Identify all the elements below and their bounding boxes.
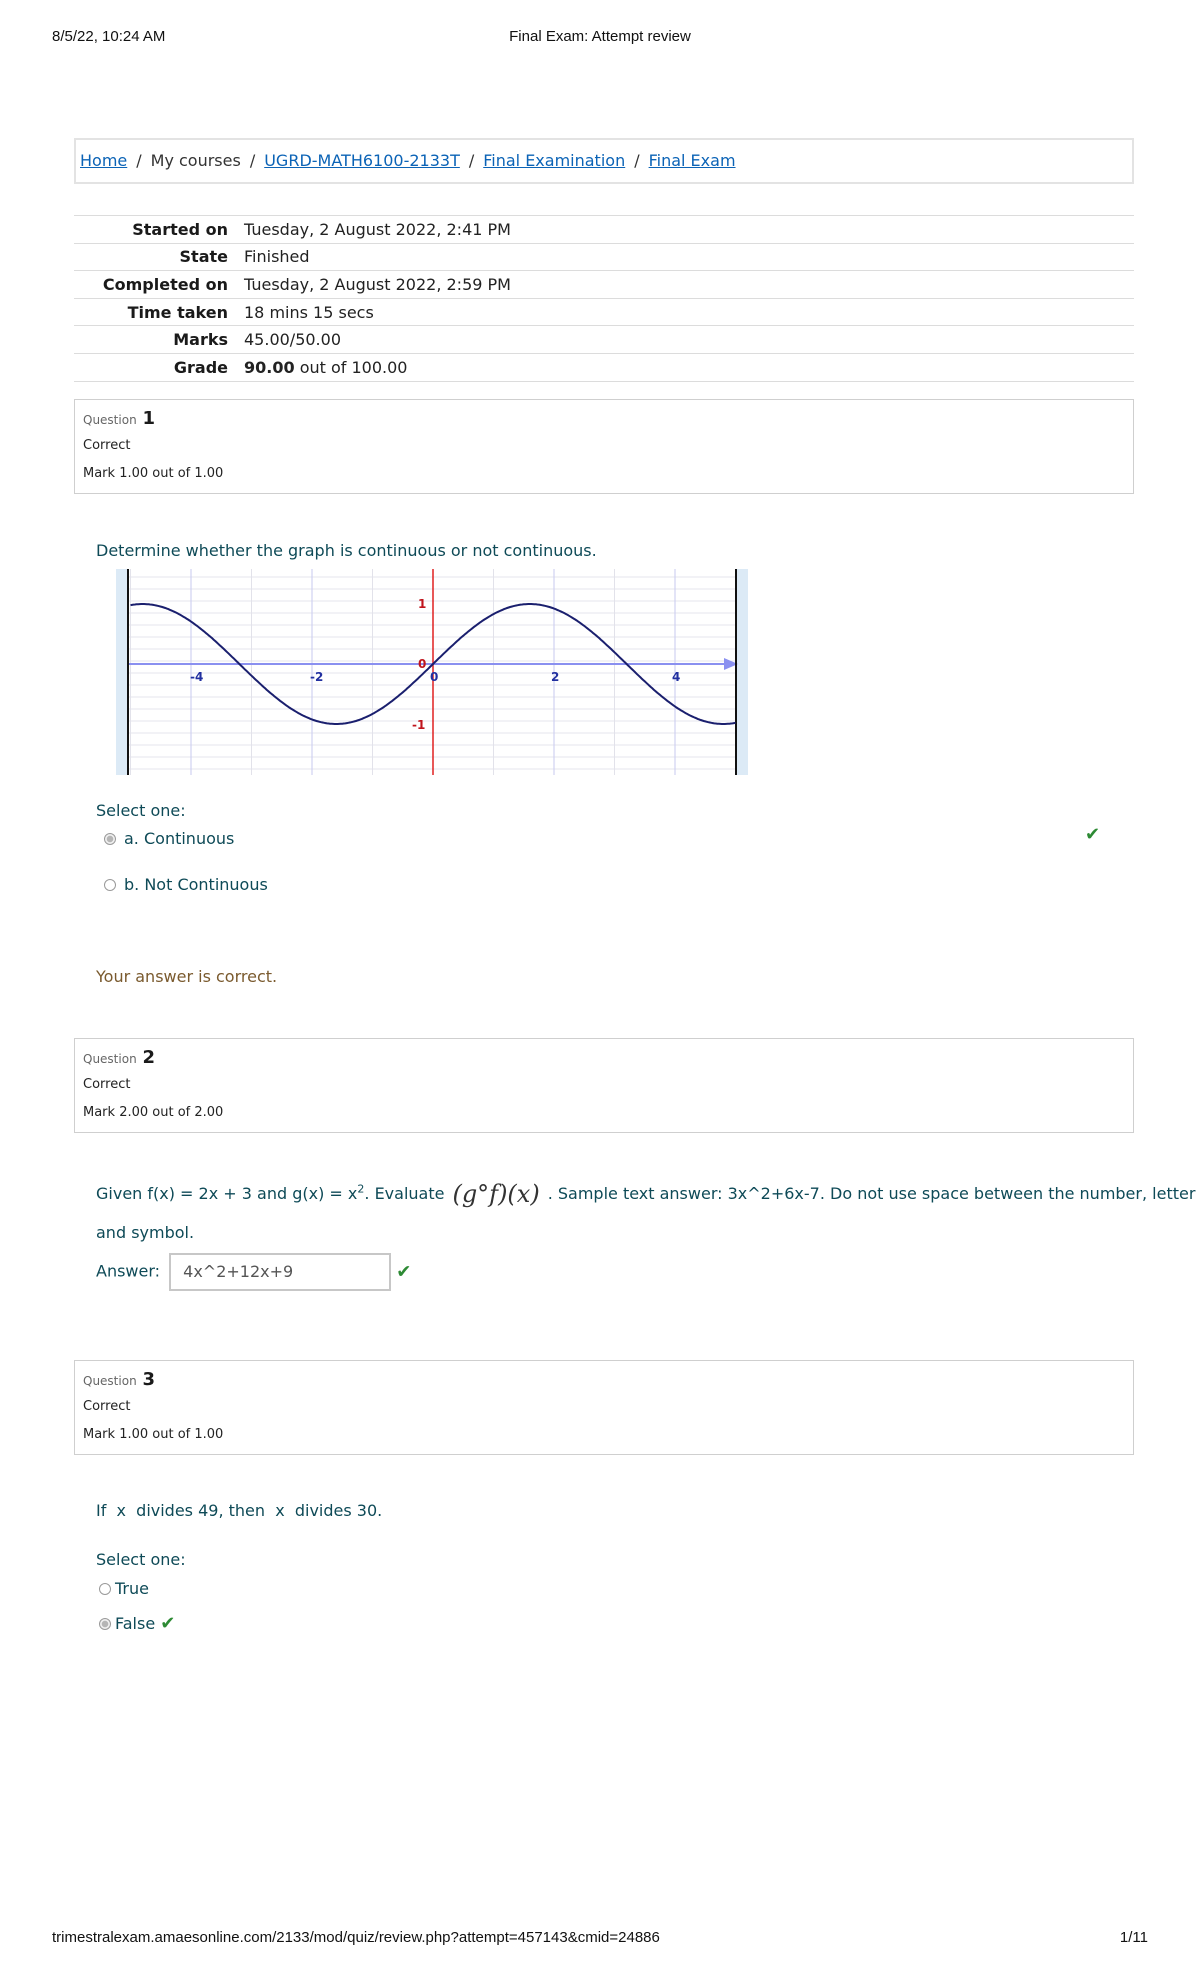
question-text-part: . Sample text answer: 3x^2+6x-7. Do not use space between the number, letter xyxy=(547,1184,1196,1203)
y-tick-label: 1 xyxy=(418,597,427,611)
breadcrumb-separator: / xyxy=(249,151,256,170)
question-2-info xyxy=(74,1038,1134,1133)
option-label: a. Continuous xyxy=(124,829,235,848)
summary-row xyxy=(74,298,1134,326)
breadcrumb-home-link[interactable]: Home xyxy=(80,151,128,170)
radio-button-selected[interactable] xyxy=(104,833,116,845)
question-mark: Mark 1.00 out of 1.00 xyxy=(83,1427,224,1442)
summary-row xyxy=(74,216,1134,244)
summary-row xyxy=(74,353,1134,381)
answer-input[interactable]: 4x^2+12x+9 xyxy=(169,1253,391,1291)
summary-value xyxy=(244,353,1134,381)
summary-label: Time taken xyxy=(74,298,244,326)
option-false[interactable] xyxy=(99,1613,175,1634)
check-icon: ✔ xyxy=(1085,824,1101,845)
question-2-text-line2: and symbol. xyxy=(96,1223,195,1242)
x-tick-label: -2 xyxy=(310,670,324,684)
x-tick-label: 0 xyxy=(430,670,439,684)
x-tick-label: -4 xyxy=(190,670,204,684)
question-3-info xyxy=(74,1360,1134,1455)
print-header xyxy=(52,28,1148,48)
question-state: Correct xyxy=(83,1399,131,1414)
question-number-value: 1 xyxy=(142,408,156,429)
grade-out-of: out of 100.00 xyxy=(299,357,408,377)
question-text-part: . Evaluate xyxy=(364,1184,445,1203)
x-tick-label: 2 xyxy=(551,670,560,684)
radio-button[interactable] xyxy=(104,879,116,891)
question-2-text xyxy=(96,1180,1195,1208)
breadcrumb-separator: / xyxy=(136,151,142,170)
question-mark: Mark 2.00 out of 2.00 xyxy=(83,1105,224,1120)
question-1-info xyxy=(74,399,1134,494)
summary-value: Tuesday, 2 August 2022, 2:41 PM xyxy=(244,216,1134,244)
answer-feedback: Your answer is correct. xyxy=(96,967,278,986)
summary-value: 18 mins 15 secs xyxy=(244,298,1134,326)
select-one-prompt: Select one: xyxy=(96,801,186,820)
question-word: Question xyxy=(83,1374,137,1388)
print-page-number: 1/11 xyxy=(1119,1929,1148,1946)
summary-value: Finished xyxy=(244,243,1134,271)
option-label: b. Not Continuous xyxy=(124,875,268,894)
math-expression: (g°f)(x) xyxy=(452,1180,540,1208)
summary-row xyxy=(74,271,1134,299)
question-3-text: If x divides 49, then x divides 30. xyxy=(96,1501,383,1520)
breadcrumb-course-link[interactable]: UGRD-MATH6100-2133T xyxy=(264,151,460,170)
question-number xyxy=(83,1369,155,1390)
question-number-value: 2 xyxy=(142,1047,156,1068)
grade-value: 90.00 xyxy=(244,357,295,377)
question-state: Correct xyxy=(83,438,131,453)
summary-value: 45.00/50.00 xyxy=(244,326,1134,354)
option-label: False xyxy=(115,1614,156,1633)
continuity-graph xyxy=(116,569,748,775)
question-state: Correct xyxy=(83,1077,131,1092)
radio-button[interactable] xyxy=(99,1583,111,1595)
summary-label: State xyxy=(74,243,244,271)
answer-row xyxy=(96,1253,411,1291)
print-footer xyxy=(52,1929,1148,1949)
question-word: Question xyxy=(83,413,137,427)
y-tick-label: -1 xyxy=(412,718,426,732)
breadcrumb-separator: / xyxy=(468,151,475,170)
option-true[interactable] xyxy=(99,1579,149,1598)
question-1-text: Determine whether the graph is continuous or not continuous. xyxy=(96,541,597,560)
question-text-part: Given f(x) = 2x + 3 and g(x) = x xyxy=(96,1184,358,1203)
option-label: True xyxy=(115,1579,149,1598)
summary-row xyxy=(74,326,1134,354)
option-a[interactable] xyxy=(104,829,234,848)
attempt-summary-table xyxy=(74,215,1134,382)
option-b[interactable] xyxy=(104,875,268,894)
question-mark: Mark 1.00 out of 1.00 xyxy=(83,466,224,481)
x-tick-label: 4 xyxy=(672,670,681,684)
print-date: 8/5/22, 10:24 AM xyxy=(52,28,166,45)
summary-value: Tuesday, 2 August 2022, 2:59 PM xyxy=(244,271,1134,299)
question-number xyxy=(83,408,155,429)
select-one-prompt: Select one: xyxy=(96,1550,186,1569)
summary-label: Marks xyxy=(74,326,244,354)
question-number xyxy=(83,1047,155,1068)
print-title: Final Exam: Attempt review xyxy=(509,28,691,45)
breadcrumb-quiz-link[interactable]: Final Exam xyxy=(648,151,736,170)
check-icon: ✔ xyxy=(396,1261,412,1283)
breadcrumb-separator: / xyxy=(634,151,640,170)
breadcrumb xyxy=(74,138,1134,184)
summary-label: Completed on xyxy=(74,271,244,299)
breadcrumb-my-courses: My courses xyxy=(150,151,241,170)
print-url: trimestralexam.amaesonline.com/2133/mod/quiz/review.php?attempt=457143&cmid=24886 xyxy=(52,1929,660,1946)
superscript: 2 xyxy=(357,1182,365,1196)
answer-label: Answer: xyxy=(96,1261,161,1281)
summary-row xyxy=(74,243,1134,271)
summary-label: Started on xyxy=(74,216,244,244)
check-icon: ✔ xyxy=(160,1613,176,1634)
breadcrumb-section-link[interactable]: Final Examination xyxy=(483,151,626,170)
question-word: Question xyxy=(83,1052,137,1066)
question-number-value: 3 xyxy=(142,1369,156,1390)
summary-label: Grade xyxy=(74,353,244,381)
radio-button-selected[interactable] xyxy=(99,1618,111,1630)
y-tick-label: 0 xyxy=(418,657,427,671)
